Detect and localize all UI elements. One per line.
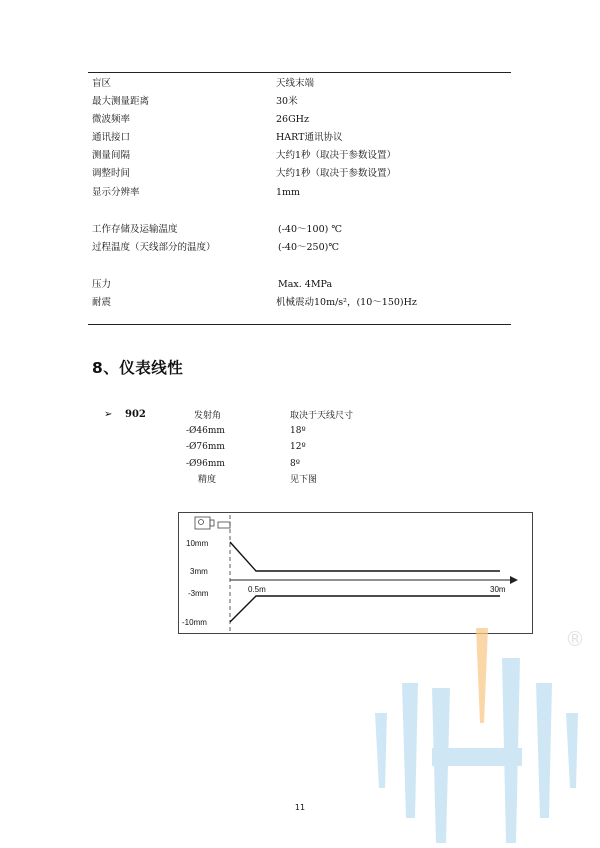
y-tick-label: -10mm	[182, 618, 207, 627]
bottom-rule	[88, 324, 511, 325]
diagram-frame	[179, 513, 533, 634]
top-rule	[88, 72, 511, 73]
table-row	[150, 423, 480, 439]
spec-value: 大约1秒（取决于参数设置）	[276, 150, 397, 161]
spec-value: 30米	[276, 96, 298, 107]
beam-angle-header	[150, 408, 480, 424]
y-tick-label: 10mm	[186, 539, 209, 548]
watermark-accent	[476, 628, 488, 723]
bullet-arrow-icon: ➢	[104, 409, 113, 420]
spec-row	[92, 221, 512, 239]
spec-key: 工作存储及运输温度	[92, 224, 178, 235]
beam-angle: 12º	[290, 442, 306, 452]
spec-key: 盲区	[92, 78, 112, 89]
beam-angle: 8º	[290, 459, 300, 469]
spec-key: 显示分辨率	[92, 187, 140, 198]
spec-row	[92, 276, 512, 294]
spec-row	[92, 147, 512, 165]
table-row	[150, 456, 480, 472]
spec-value: (-40～100) ℃	[278, 224, 342, 235]
watermark-bars	[375, 658, 578, 843]
x-tick-label: 0.5m	[248, 585, 266, 594]
spec-value: HART通讯协议	[276, 132, 343, 143]
spec-value: (-40～250)℃	[278, 242, 339, 253]
page-number: 11	[294, 803, 306, 812]
accuracy-diagram	[178, 512, 533, 634]
model-number: 902	[125, 409, 146, 420]
spec-key: 耐震	[92, 297, 112, 308]
spec-row	[92, 239, 512, 257]
antenna-size: -Ø76mm	[186, 442, 225, 452]
spec-value: 1mm	[276, 187, 301, 198]
spec-row	[92, 75, 512, 93]
spec-value: 大约1秒（取决于参数设置）	[276, 168, 397, 179]
spec-key: 调整时间	[92, 168, 131, 179]
accuracy-row	[150, 472, 480, 488]
accuracy-label: 精度	[198, 475, 217, 485]
spec-key: 通讯接口	[92, 132, 131, 143]
spec-key: 测量间隔	[92, 150, 131, 161]
y-tick-label: -3mm	[188, 589, 209, 598]
antenna-size: -Ø46mm	[186, 426, 225, 436]
spec-value: Max. 4MPa	[278, 279, 333, 290]
spec-key: 微波频率	[92, 114, 131, 125]
table-row	[150, 439, 480, 455]
spec-value: 26GHz	[276, 114, 309, 125]
spec-key: 最大测量距离	[92, 96, 150, 107]
spec-row	[92, 93, 512, 111]
spec-value: 天线末端	[276, 78, 315, 89]
beam-angle: 18º	[290, 426, 306, 436]
spec-row	[92, 129, 512, 147]
spec-row	[92, 165, 512, 183]
spec-value: 机械震动10m/s²，(10～150)Hz	[276, 297, 417, 308]
accuracy-value: 见下图	[290, 475, 318, 485]
section-title: 8、仪表线性	[92, 359, 184, 377]
beam-angle-label: 发射角	[194, 411, 222, 421]
antenna-size: -Ø96mm	[186, 459, 225, 469]
beam-angle-value: 取决于天线尺寸	[290, 411, 354, 421]
spec-key: 过程温度（天线部分的温度）	[92, 242, 216, 253]
spec-row	[92, 111, 512, 129]
x-tick-label: 30m	[490, 585, 506, 594]
spec-key: 压力	[92, 279, 112, 290]
y-tick-label: 3mm	[190, 567, 208, 576]
registered-mark-icon: ®	[565, 627, 585, 651]
spec-row	[92, 184, 512, 202]
spec-row	[92, 294, 512, 312]
